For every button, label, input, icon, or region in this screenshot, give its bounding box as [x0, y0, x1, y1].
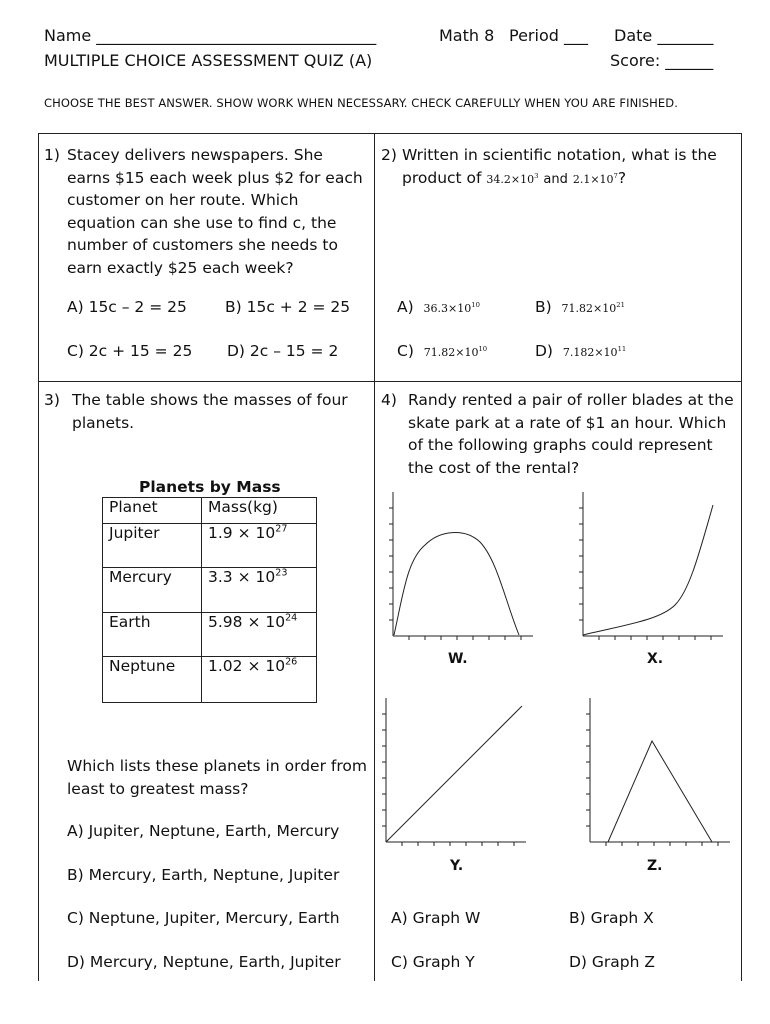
column-header-mass: Mass(kg) — [202, 498, 317, 524]
question-3-text: The table shows the masses of four planets. — [72, 391, 348, 432]
name-field-label: Name ___________________________________ — [44, 26, 377, 45]
q2-choice-d[interactable]: D) $7.182\times 10^{11}$ — [535, 342, 627, 360]
q4-choice-a[interactable]: A) Graph W — [391, 909, 481, 927]
planets-table-title: Planets by Mass — [139, 478, 281, 496]
q4-choice-c[interactable]: C) Graph Y — [391, 953, 475, 971]
period-field-label: Period ___ — [509, 26, 588, 45]
graph-y — [378, 696, 528, 846]
question-3-prompt: Which lists these planets in order from least to greatest mass? — [67, 757, 367, 798]
q3-choice-d[interactable]: D) Mercury, Neptune, Earth, Jupiter — [67, 953, 341, 971]
grid-top-border — [38, 133, 742, 134]
course-label: Math 8 — [439, 26, 495, 45]
planets-table-header — [103, 498, 317, 524]
planet-mass: $3.3 \times 10^{23}$ — [202, 568, 317, 613]
q2-choice-b[interactable]: B) $71.82\times 10^{21}$ — [535, 298, 625, 316]
score-field-label: Score: ______ — [610, 51, 714, 70]
planet-mass: $1.9 \times 10^{27}$ — [202, 524, 317, 568]
graph-w-label: W. — [448, 651, 468, 667]
q3-choice-a[interactable]: A) Jupiter, Neptune, Earth, Mercury — [67, 822, 340, 840]
planet-name: Earth — [103, 613, 202, 657]
q2-choice-a[interactable]: A) $36.3\times 10^{10}$ — [397, 298, 480, 316]
q4-choice-d[interactable]: D) Graph Z — [569, 953, 655, 971]
planet-mass: $5.98 \times 10^{24}$ — [202, 613, 317, 657]
date-field-label: Date _______ — [614, 26, 714, 45]
question-1-text: Stacey delivers newspapers. She earns $15 each week plus $2 for each customer on her route. Which equation can she use to find c, the number of customers she needs to earn exactly $25 each week? — [67, 146, 363, 277]
planet-name: Mercury — [103, 568, 202, 613]
column-header-planet: Planet — [103, 498, 202, 524]
planets-table — [102, 497, 317, 703]
q1-choice-c[interactable]: C) 2c + 15 = 25 — [67, 342, 193, 360]
graph-w-curve — [394, 533, 519, 635]
question-2 — [381, 144, 737, 191]
q4-choice-b[interactable]: B) Graph X — [569, 909, 654, 927]
grid-left-border — [38, 133, 39, 981]
graph-w — [385, 490, 535, 640]
question-2-text-pre: Written in scientific notation, what is the product of — [402, 146, 717, 187]
graph-x-curve — [583, 505, 713, 635]
q1-choice-b[interactable]: B) 15c + 2 = 25 — [225, 298, 351, 316]
graph-y-line — [386, 706, 522, 842]
q2-choice-c[interactable]: C) $71.82\times 10^{10}$ — [397, 342, 488, 360]
graph-z — [582, 696, 732, 846]
q2-number-1: $34.2\times 10^3$ — [486, 171, 539, 186]
question-1-number: 1) — [44, 146, 60, 164]
planet-name: Neptune — [103, 657, 202, 703]
instructions: CHOOSE THE BEST ANSWER. SHOW WORK WHEN NECESSARY. CHECK CAREFULLY WHEN YOU ARE FINISHED. — [44, 96, 678, 110]
table-row — [103, 524, 317, 568]
graph-y-label: Y. — [450, 858, 464, 874]
graph-x-label: X. — [647, 651, 664, 667]
table-row — [103, 568, 317, 613]
quiz-title: MULTIPLE CHOICE ASSESSMENT QUIZ (A) — [44, 51, 373, 70]
grid-right-border — [741, 133, 742, 981]
grid-center-border — [374, 133, 375, 981]
planet-name: Jupiter — [103, 524, 202, 568]
q3-choice-c[interactable]: C) Neptune, Jupiter, Mercury, Earth — [67, 909, 340, 927]
q1-choice-a[interactable]: A) 15c – 2 = 25 — [67, 298, 187, 316]
q2-and: and — [543, 171, 568, 187]
question-4-text: Randy rented a pair of roller blades at the skate park at a rate of $1 an hour. Which of the following graphs could represent the cost of the rental? — [408, 391, 734, 477]
q2-number-2: $2.1\times 10^7$ — [572, 171, 618, 186]
table-row — [103, 613, 317, 657]
q1-choice-d[interactable]: D) 2c – 15 = 2 — [227, 342, 339, 360]
question-2-text — [402, 144, 737, 191]
question-2-number: 2) — [381, 146, 397, 164]
graph-x — [575, 490, 725, 640]
question-3-number: 3) — [44, 391, 60, 409]
q3-choice-b[interactable]: B) Mercury, Earth, Neptune, Jupiter — [67, 866, 340, 884]
q2-qmark: ? — [617, 168, 627, 187]
question-4 — [381, 389, 737, 479]
question-3 — [44, 389, 370, 434]
graph-z-label: Z. — [647, 858, 663, 874]
graph-z-line — [608, 741, 712, 842]
question-1 — [44, 144, 370, 279]
grid-middle-border — [38, 381, 742, 382]
question-4-number: 4) — [381, 391, 397, 409]
table-row — [103, 657, 317, 703]
planet-mass: $1.02 \times 10^{26}$ — [202, 657, 317, 703]
